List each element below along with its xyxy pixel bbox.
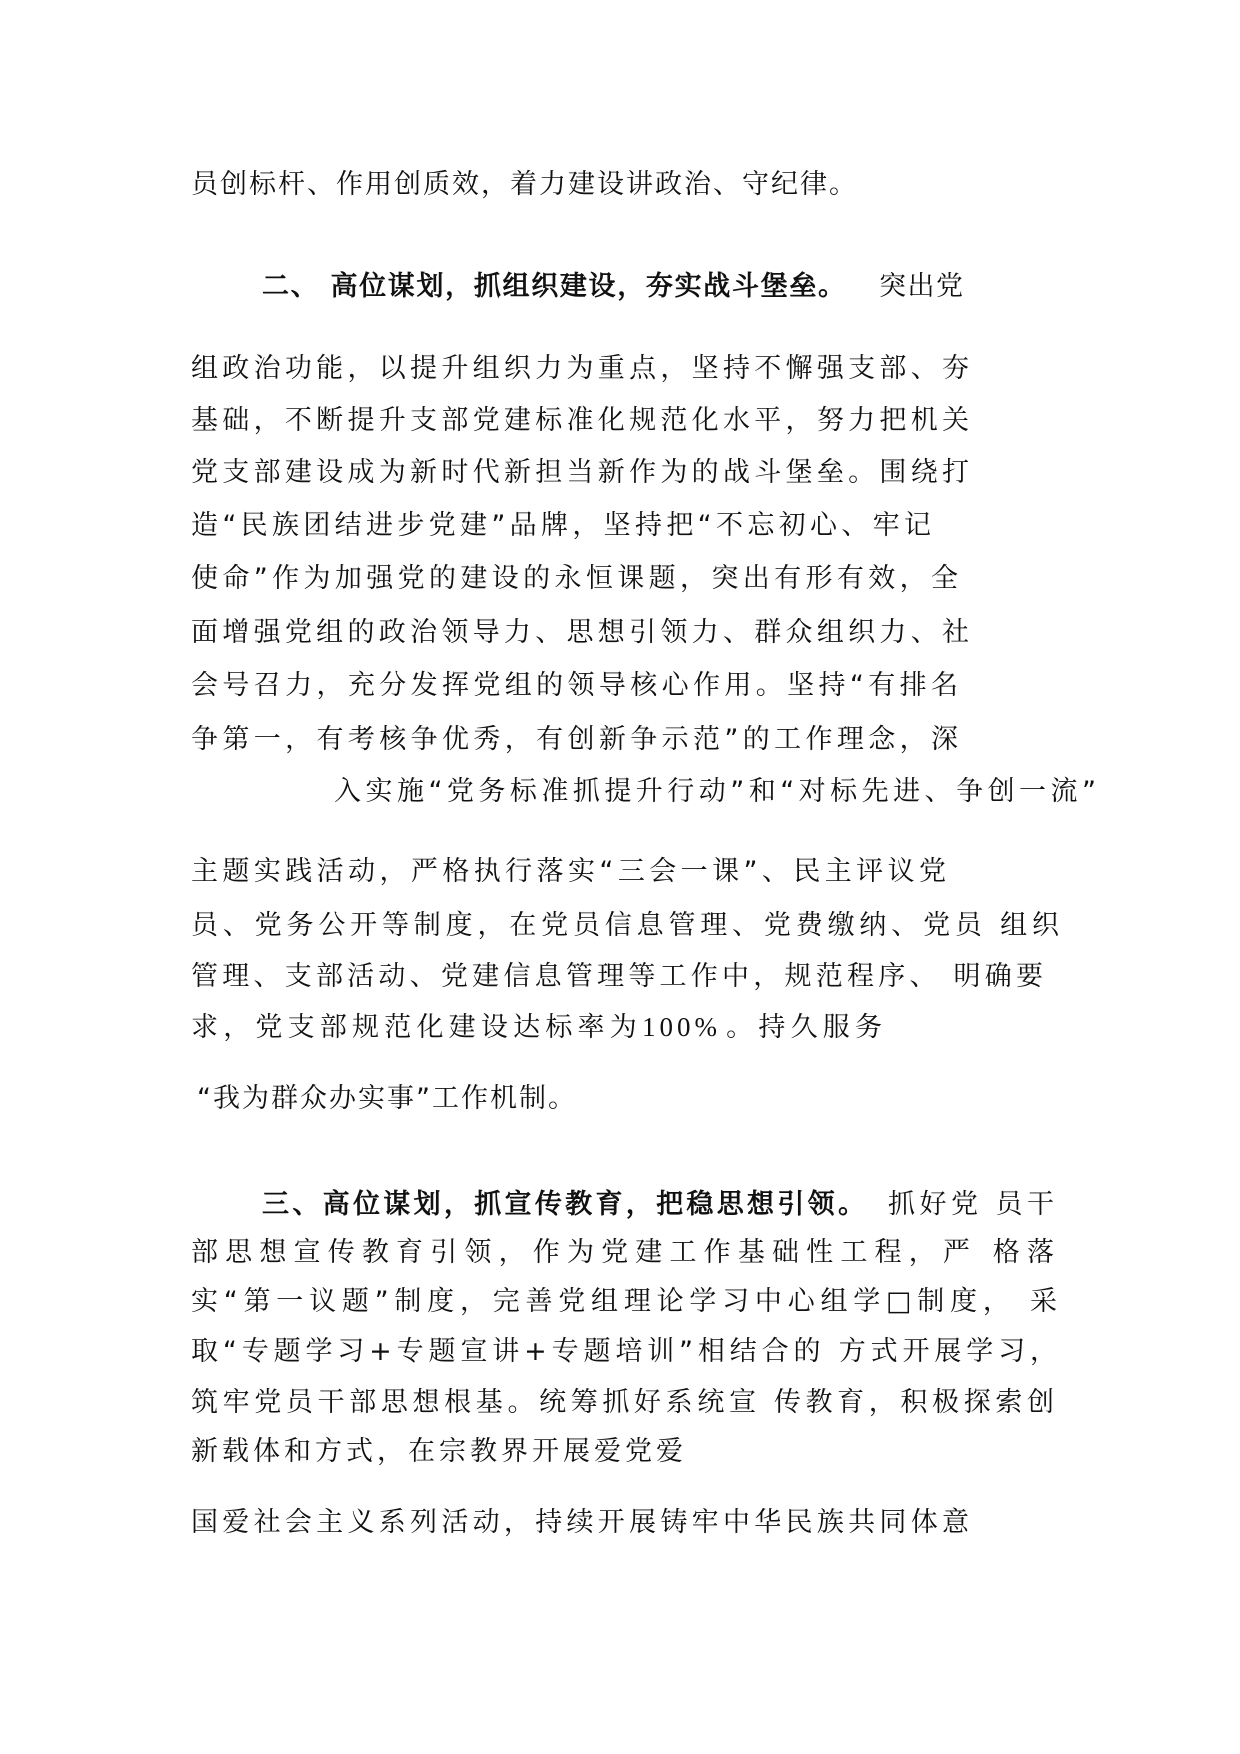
paragraph-line: 管理、支部活动、党建信息管理等工作中，规范程序、 明确要: [191, 961, 1043, 992]
section-two-line: [262, 269, 964, 305]
paragraph-line: 面增强党组的政治领导力、思想引领力、群众组织力、社: [191, 617, 969, 648]
rate-line-after: 。持久服务: [720, 1012, 883, 1043]
paragraph-line: 会号召力，充分发挥党组的领导核心作用。坚持“有排名: [191, 670, 958, 701]
rate-line-before: 求，党支部规范化建设达标率为: [191, 1012, 642, 1043]
section-two-heading: 二、 高位谋划，抓组织建设，夯实战斗堡垒。: [262, 271, 845, 302]
paragraph-line: 部思想宣传教育引领，作为党建工作基础性工程，严 格落: [191, 1237, 1054, 1268]
paragraph-line: 筑牢党员干部思想根基。统筹抓好系统宣 传教育，积极探索创: [191, 1387, 1054, 1418]
paragraph-line: 入实施“党务标准抓提升行动”和“对标先进、争创一流”: [334, 776, 1096, 807]
paragraph-line: 主题实践活动，严格执行落实“三会一课”、民主评议党: [191, 856, 946, 887]
paragraph-line: 党支部建设成为新时代新担当新作为的战斗堡垒。围绕打: [191, 457, 969, 488]
paragraph-line: 员创标杆、作用创质效，着力建设讲政治、守纪律。: [191, 169, 858, 200]
section-three-lead-text: 抓好党 员干: [888, 1189, 1054, 1220]
paragraph-line: 新载体和方式，在宗教界开展爱党爱: [191, 1436, 687, 1467]
paragraph-line: “我为群众办实事”工作机制。: [197, 1083, 577, 1114]
paragraph-line: 实“第一议题”制度，完善党组理论学习中心组学□制度， 采: [191, 1286, 1057, 1317]
section-three-heading: 三、高位谋划，抓宣传教育，把稳思想引领。: [262, 1189, 865, 1220]
paragraph-line: 组政治功能，以提升组织力为重点，坚持不懈强支部、夯: [191, 353, 969, 384]
section-three-line: [262, 1187, 1054, 1223]
rate-line: [191, 1009, 882, 1045]
section-two-lead-text: 突出党: [879, 271, 963, 302]
paragraph-line: 员、党务公开等制度，在党员信息管理、党费缴纳、党员 组织: [191, 910, 1059, 941]
paragraph-line: 取“专题学习+专题宣讲+专题培训”相结合的 方式开展学习，: [191, 1336, 1057, 1367]
paragraph-line: 争第一，有考核争优秀，有创新争示范”的工作理念，深: [191, 724, 958, 755]
paragraph-line: 使命”作为加强党的建设的永恒课题，突出有形有效，全: [191, 563, 958, 594]
paragraph-line: 国爱社会主义系列活动，持续开展铸牢中华民族共同体意: [191, 1507, 969, 1538]
rate-value: 100%: [641, 1012, 721, 1042]
paragraph-line: 基础，不断提升支部党建标准化规范化水平，努力把机关: [191, 405, 969, 436]
paragraph-line: 造“民族团结进步党建”品牌，坚持把“不忘初心、牢记: [191, 510, 931, 541]
